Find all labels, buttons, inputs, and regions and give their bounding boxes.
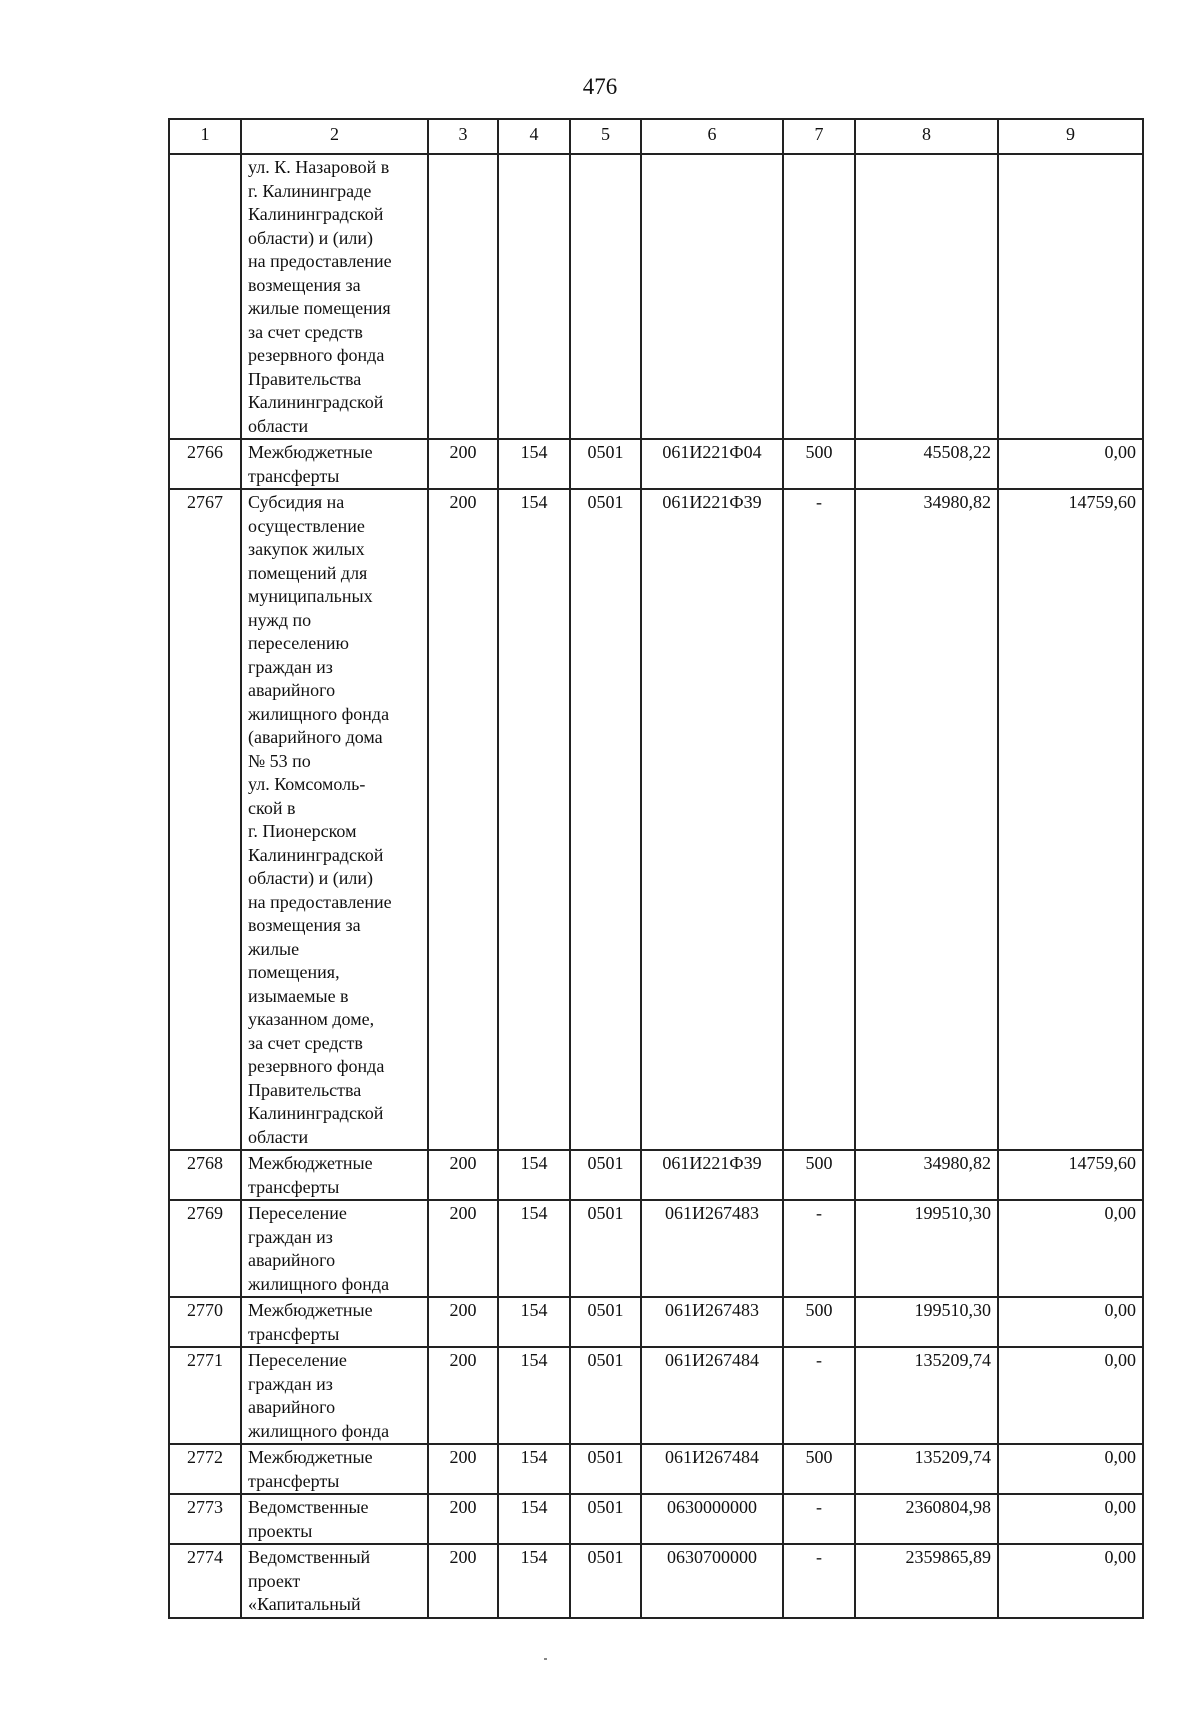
- table-row: [169, 1297, 1143, 1347]
- cell-col7: -: [783, 489, 855, 1150]
- cell-col9: 14759,60: [998, 1150, 1143, 1200]
- cell-col5: 0501: [570, 489, 641, 1150]
- cell-col4: 154: [498, 1200, 570, 1297]
- table-row: [169, 1494, 1143, 1544]
- table-row: [169, 439, 1143, 489]
- cell-col8: 199510,30: [855, 1200, 998, 1297]
- cell-col8: [855, 154, 998, 439]
- cell-col9: 0,00: [998, 1544, 1143, 1618]
- cell-col8: 34980,82: [855, 489, 998, 1150]
- cell-col4: 154: [498, 1544, 570, 1618]
- cell-col3: 200: [428, 439, 498, 489]
- cell-col7: 500: [783, 439, 855, 489]
- table-row: [169, 1444, 1143, 1494]
- cell-col4: [498, 154, 570, 439]
- cell-col5: 0501: [570, 1544, 641, 1618]
- row-description: Переселение граждан из аварийного жилищного фонда: [241, 1347, 428, 1444]
- cell-col9: 0,00: [998, 1297, 1143, 1347]
- row-description: Межбюджетные трансферты: [241, 1150, 428, 1200]
- cell-col6: 0630000000: [641, 1494, 783, 1544]
- column-header: 4: [498, 119, 570, 154]
- row-number: 2773: [169, 1494, 241, 1544]
- cell-col4: 154: [498, 1347, 570, 1444]
- cell-col5: 0501: [570, 1200, 641, 1297]
- table-row: [169, 1150, 1143, 1200]
- cell-col9: 0,00: [998, 1200, 1143, 1297]
- table-row: [169, 154, 1143, 439]
- budget-table: [168, 118, 1144, 1619]
- row-description: ул. К. Назаровой в г. Калининграде Калининградской области) и (или) на предоставление возмещения за жилые помещения за счет средств резервного фонда Правительства Калининградской области: [241, 154, 428, 439]
- column-header: 6: [641, 119, 783, 154]
- row-number: 2767: [169, 489, 241, 1150]
- cell-col5: 0501: [570, 1494, 641, 1544]
- cell-col6: 061И221Ф39: [641, 1150, 783, 1200]
- cell-col3: 200: [428, 1444, 498, 1494]
- table-header: [169, 119, 1143, 154]
- cell-col4: 154: [498, 489, 570, 1150]
- cell-col5: 0501: [570, 1297, 641, 1347]
- cell-col3: 200: [428, 489, 498, 1150]
- cell-col8: 45508,22: [855, 439, 998, 489]
- cell-col9: 0,00: [998, 1494, 1143, 1544]
- column-header: 1: [169, 119, 241, 154]
- table-row: [169, 1200, 1143, 1297]
- cell-col7: -: [783, 1544, 855, 1618]
- row-number: 2774: [169, 1544, 241, 1618]
- cell-col9: [998, 154, 1143, 439]
- cell-col9: 0,00: [998, 439, 1143, 489]
- cell-col5: 0501: [570, 1150, 641, 1200]
- cell-col7: -: [783, 1347, 855, 1444]
- cell-col3: 200: [428, 1494, 498, 1544]
- header-row: [169, 119, 1143, 154]
- cell-col4: 154: [498, 1444, 570, 1494]
- column-header: 8: [855, 119, 998, 154]
- cell-col6: 061И267484: [641, 1347, 783, 1444]
- cell-col5: [570, 154, 641, 439]
- cell-col7: -: [783, 1200, 855, 1297]
- cell-col3: [428, 154, 498, 439]
- cell-col5: 0501: [570, 439, 641, 489]
- cell-col4: 154: [498, 1297, 570, 1347]
- cell-col3: 200: [428, 1347, 498, 1444]
- row-description: Ведомственный проект «Капитальный: [241, 1544, 428, 1618]
- cell-col8: 34980,82: [855, 1150, 998, 1200]
- cell-col4: 154: [498, 439, 570, 489]
- cell-col3: 200: [428, 1297, 498, 1347]
- cell-col7: 500: [783, 1150, 855, 1200]
- cell-col6: 061И267484: [641, 1444, 783, 1494]
- row-description: Межбюджетные трансферты: [241, 1444, 428, 1494]
- row-description: Субсидия на осуществление закупок жилых помещений для муниципальных нужд по переселению граждан из аварийного жилищного фонда (аварийного дома № 53 по ул. Комсомоль- ской в г. Пионерском Калининградской области) и (или) на предоставление возмещения за жилые помещения, изымаемые в указанном доме, за счет средств резервного фонда Правительства Калининградской области: [241, 489, 428, 1150]
- row-number: 2772: [169, 1444, 241, 1494]
- cell-col9: 0,00: [998, 1347, 1143, 1444]
- cell-col3: 200: [428, 1544, 498, 1618]
- table-row: [169, 489, 1143, 1150]
- column-header: 3: [428, 119, 498, 154]
- table-body: [169, 154, 1143, 1618]
- table-row: [169, 1544, 1143, 1618]
- row-description: Ведомственные проекты: [241, 1494, 428, 1544]
- cell-col6: 061И267483: [641, 1297, 783, 1347]
- column-header: 7: [783, 119, 855, 154]
- row-description: Межбюджетные трансферты: [241, 439, 428, 489]
- cell-col3: 200: [428, 1150, 498, 1200]
- column-header: 9: [998, 119, 1143, 154]
- row-number: [169, 154, 241, 439]
- cell-col4: 154: [498, 1494, 570, 1544]
- cell-col7: -: [783, 1494, 855, 1544]
- cell-col7: 500: [783, 1444, 855, 1494]
- row-description: Переселение граждан из аварийного жилищного фонда: [241, 1200, 428, 1297]
- row-number: 2769: [169, 1200, 241, 1297]
- cell-col8: 2359865,89: [855, 1544, 998, 1618]
- scan-speck: [544, 1658, 547, 1660]
- row-number: 2768: [169, 1150, 241, 1200]
- cell-col7: 500: [783, 1297, 855, 1347]
- cell-col5: 0501: [570, 1347, 641, 1444]
- row-number: 2766: [169, 439, 241, 489]
- cell-col7: [783, 154, 855, 439]
- cell-col6: 061И221Ф39: [641, 489, 783, 1150]
- cell-col6: 0630700000: [641, 1544, 783, 1618]
- row-number: 2770: [169, 1297, 241, 1347]
- row-number: 2771: [169, 1347, 241, 1444]
- cell-col6: 061И221Ф04: [641, 439, 783, 489]
- cell-col9: 14759,60: [998, 489, 1143, 1150]
- column-header: 2: [241, 119, 428, 154]
- column-header: 5: [570, 119, 641, 154]
- cell-col8: 2360804,98: [855, 1494, 998, 1544]
- cell-col8: 135209,74: [855, 1444, 998, 1494]
- cell-col8: 135209,74: [855, 1347, 998, 1444]
- cell-col8: 199510,30: [855, 1297, 998, 1347]
- cell-col6: [641, 154, 783, 439]
- table-row: [169, 1347, 1143, 1444]
- row-description: Межбюджетные трансферты: [241, 1297, 428, 1347]
- cell-col6: 061И267483: [641, 1200, 783, 1297]
- cell-col3: 200: [428, 1200, 498, 1297]
- cell-col9: 0,00: [998, 1444, 1143, 1494]
- cell-col4: 154: [498, 1150, 570, 1200]
- page-number: 476: [582, 74, 618, 99]
- cell-col5: 0501: [570, 1444, 641, 1494]
